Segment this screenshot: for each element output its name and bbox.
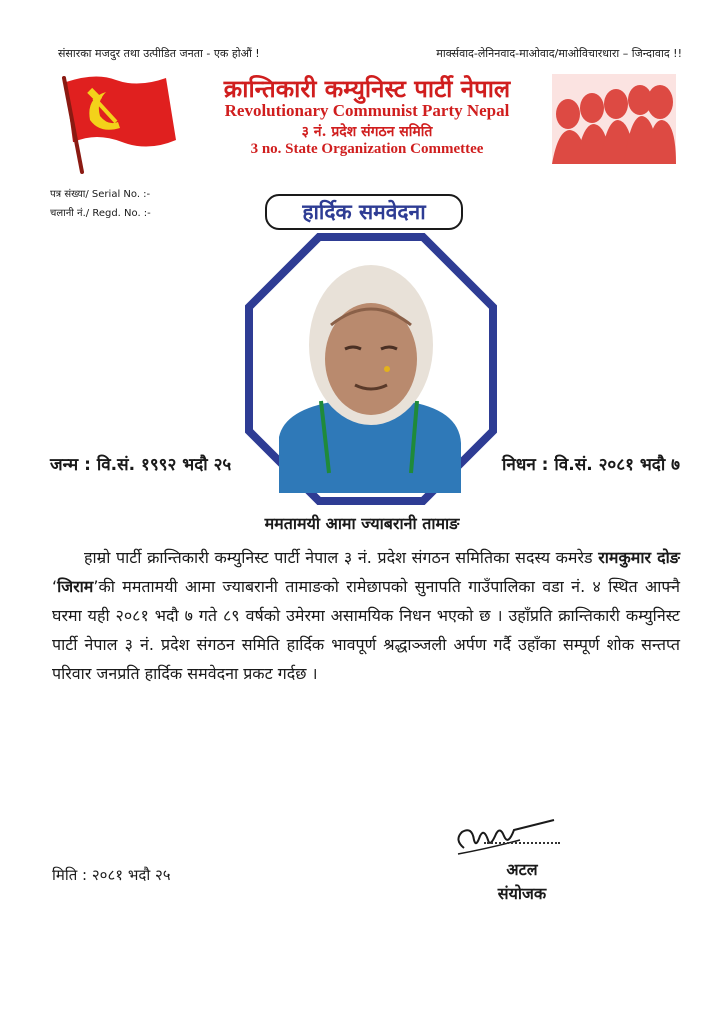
deceased-name: ममतामयी आमा ज्याबरानी तामाङ: [264, 514, 460, 533]
leaders-portrait-image: [552, 74, 676, 164]
slogan-right: मार्क्सवाद-लेनिनवाद-माओवाद/माओविचारधारा – जिन्दावाद !!: [436, 47, 682, 60]
comrade-alias: जिराम: [57, 577, 94, 596]
condolence-message: [52, 543, 680, 688]
party-name-nepali: क्रान्तिकारी कम्युनिस्ट पार्टी नेपाल: [223, 74, 511, 103]
signature-line: [484, 842, 560, 844]
message-part-2: ‘: [52, 577, 58, 596]
birth-date: जन्म : वि.सं. १९९२ भदौ २५: [50, 455, 232, 475]
message-part-1: हाम्रो पार्टी क्रान्तिकारी कम्युनिस्ट पार्टी नेपाल ३ नं. प्रदेश संगठन समितिका सदस्य कमरेड: [84, 548, 599, 567]
serial-number-label: पत्र संख्या/ Serial No. :-: [50, 189, 151, 200]
comrade-name: रामकुमार दोङ: [598, 548, 681, 567]
party-flag-logo: [56, 68, 180, 174]
signer-name: अटल: [506, 860, 538, 879]
message-part-3: ’की ममतामयी आमा ज्याबरानी तामाङको रामेछापको सुनापति गाउँपालिका वडा नं. ४ स्थित आफ्नै घरमा यही २०८१ भदौ ७ गते ८९ वर्षको उमेरमा असामयिक निधन भएको छ । उहाँप्रति क्रान्तिकारी कम्युनिस्ट पार्टी नेपाल ३ नं. प्रदेश संगठन समिति हार्दिक भावपूर्ण श्रद्धाञ्जली अर्पण गर्दै उहाँका सम्पूर्ण शोक सन्तप्त परिवार जनप्रति हार्दिक समवेदना प्रकट गर्दछ ।: [52, 577, 680, 683]
party-name-english: Revolutionary Communist Party Nepal: [224, 101, 510, 120]
signer-block: [470, 858, 574, 906]
signer-title: संयोजक: [497, 884, 547, 903]
handwritten-signature: [450, 818, 558, 862]
regd-number-label: चलानी नं./ Regd. No. :-: [50, 208, 151, 219]
death-date: निधन : वि.सं. २०८१ भदौ ७: [502, 455, 680, 475]
slogan-left: संसारका मजदुर तथा उत्पीडित जनता - एक होऔं !: [58, 47, 260, 60]
issue-date: मिति : २०८१ भदौ २५: [52, 866, 171, 884]
committee-name-english: 3 no. State Organization Commettee: [250, 141, 484, 157]
committee-name-nepali: ३ नं. प्रदेश संगठन समिति: [301, 124, 433, 140]
deceased-photo-frame: [245, 233, 497, 505]
condolence-title: हार्दिक समवेदना: [265, 194, 463, 230]
